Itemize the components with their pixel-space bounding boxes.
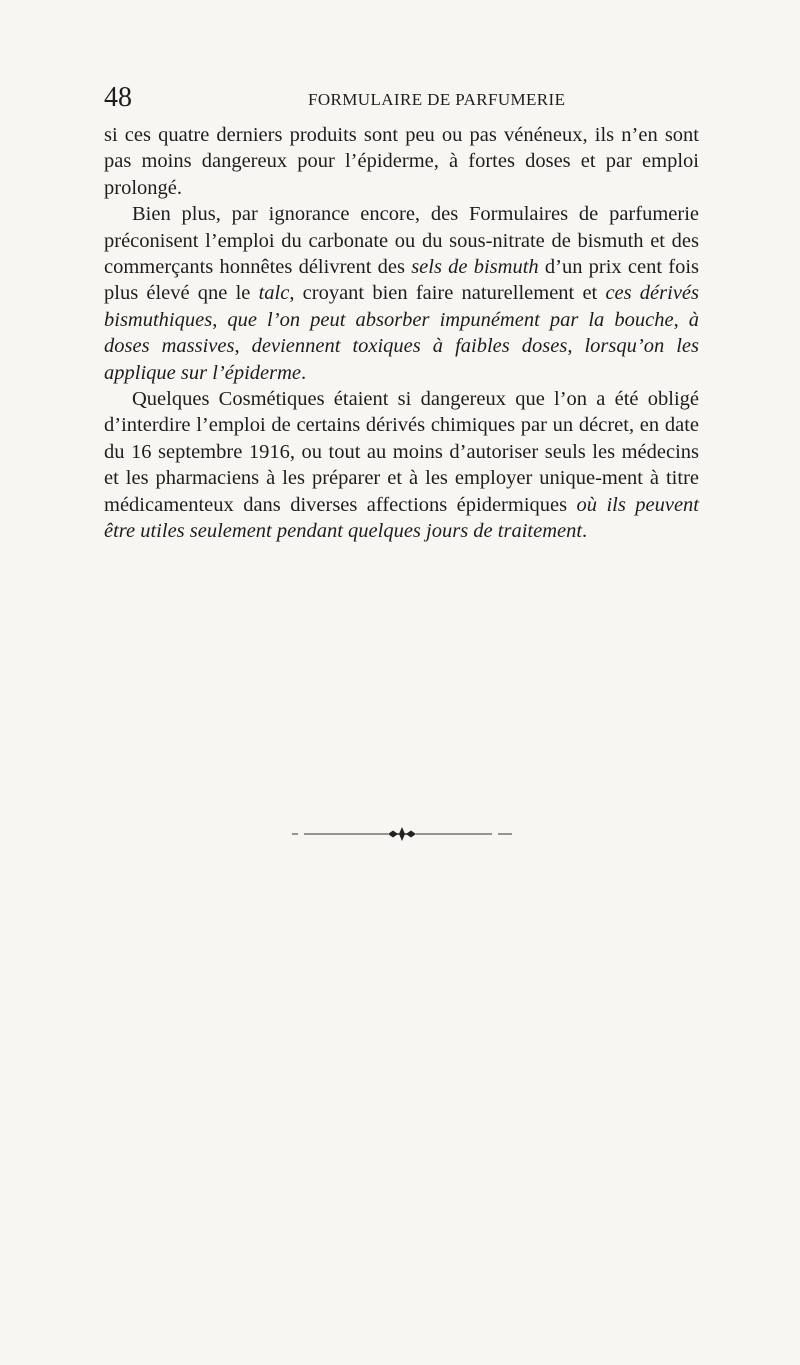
paragraph-2-text-2: d’un prix cent fois plus élevé qne le: [104, 256, 699, 305]
paragraph-2-text-1: Bien plus, par ignorance encore, des Formulaires de parfumerie préconisent l’emploi du carbonate ou du sous-nitrate de bismuth et des commerçants honnêtes délivrent des: [104, 203, 699, 279]
paragraph-2-text-5: ,: [673, 308, 689, 331]
running-title: FORMULAIRE DE PARFUMERIE: [308, 90, 566, 109]
paragraph-2-italic-6: deviennent toxiques à faibles doses: [251, 335, 568, 358]
paragraph-2-text-8: .: [301, 361, 307, 384]
paragraph-1-text: si ces quatre derniers produits sont peu ou pas vénéneux, ils n’en sont pas moins dangereux pour l’épiderme, à fortes doses et par emploi prolongé.: [104, 124, 699, 199]
paragraph-2-text-3: , croyant bien faire naturellement et: [289, 282, 606, 305]
paragraph-2-text-4: ,: [212, 308, 228, 331]
paragraph-2-italic-4: que l’on peut absorber impunément par la bouche: [227, 308, 674, 331]
paragraph-2-italic-3: ces dérivés bismuthiques: [104, 282, 700, 331]
paragraph-2-italic-1: sels de bismuth: [411, 256, 539, 279]
paragraph-3: [104, 386, 699, 544]
paragraph-2-text-6: ,: [234, 335, 252, 358]
body-text: [104, 122, 699, 545]
page-number: 48: [104, 82, 132, 113]
paragraph-2-text-7: ,: [567, 335, 585, 358]
paragraph-3-italic-1: où ils peuvent être utiles seulement pendant quelques jours de traitement: [104, 493, 699, 543]
paragraph-3-text-1: Quelques Cosmétiques étaient si dangereux que l’on a été obligé d’interdire l’emploi de certains dérivés chimiques par un décret, en date du 16 septembre 1916, ou tout au moins d’autoriser seuls les médecins et les pharmaciens à les préparer et à les employer unique-ment à titre médicamenteux dans diverses affections épidermiques: [104, 388, 699, 516]
paragraph-2-italic-7: lorsqu’on les applique sur l’épiderme: [104, 335, 700, 384]
paragraph-1: [104, 122, 699, 201]
paragraph-2-italic-5: à doses massives: [104, 308, 699, 358]
running-head: [104, 82, 704, 122]
paragraph-3-text-2: .: [582, 520, 588, 543]
paragraph-2: [104, 201, 699, 386]
diamond-cross-ornament-icon: [292, 827, 512, 841]
paragraph-2-italic-2: talc: [258, 282, 290, 305]
